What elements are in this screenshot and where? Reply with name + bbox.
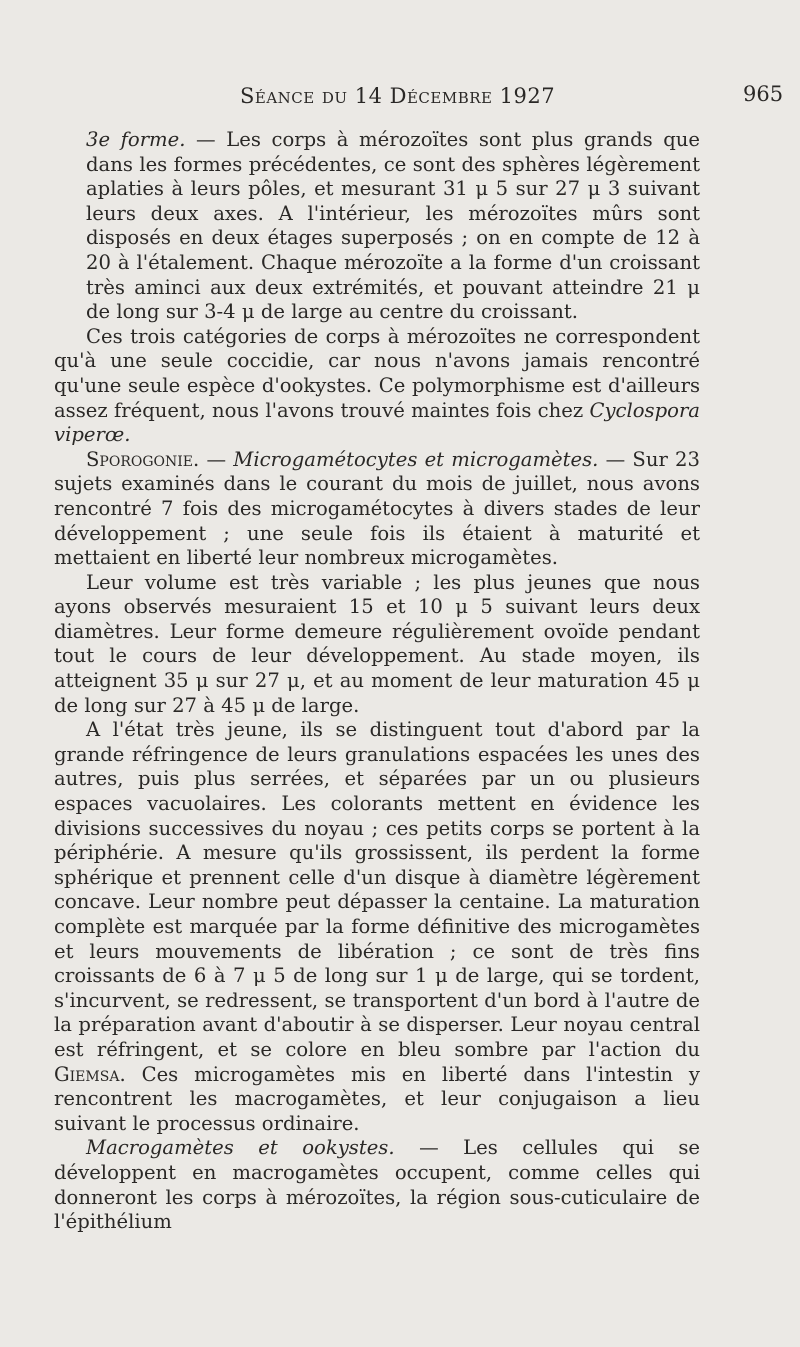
paragraph-text: — Sur 23 sujets examinés dans le courant du mois de juillet, nous avons rencontré 7 fois des microgamétocytes à divers stades de leur développement ; une seule fois ils étaient à maturité et mettaient en liberté leur nombreux microgamètes.: [54, 447, 700, 570]
heading-dash: —: [199, 447, 234, 471]
paragraph-3e-forme: [54, 128, 700, 325]
section-lead: 3e forme.: [86, 128, 186, 151]
paragraph-text: — Les cellules qui se développent en macrogamètes occupent, comme celles qui donneront les corps à mérozoïtes, la région sous-cuticulaire de l'épithélium: [54, 1136, 700, 1234]
paragraph-text: Leur volume est très variable ; les plus jeunes que nous ayons observés mesuraient 15 et 10 μ 5 suivant leurs deux diamètres. Leur forme demeure régulièrement ovoïde pendant tout le cours de leur développement. Au stade moyen, ils atteignent 35 μ sur 27 μ, et au moment de leur maturation 45 μ de long sur 27 à 45 μ de large.: [54, 570, 700, 717]
paragraph-text: — Les corps à mérozoïtes sont plus grands que dans les formes précédentes, ce sont des sphères légèrement aplaties à leurs pôles, et mesurant 31 μ 5 sur 27 μ 3 suivant leurs deux axes. A l'intérieur, les mérozoïtes mûrs sont disposés en deux étages superposés ; on en compte de 12 à 20 à l'étalement. Chaque mérozoïte a la forme d'un croissant très aminci aux deux extrémités, et pouvant atteindre 21 μ de long sur 3-4 μ de large au centre du croissant.: [86, 128, 701, 324]
section-heading: Sporogonie.: [86, 447, 200, 471]
running-title: Séance du 14 Décembre 1927: [240, 84, 556, 108]
paragraph-text: A l'état très jeune, ils se distinguent tout d'abord par la grande réfringence de leurs granulations espacées les unes des autres, puis plus serrées, et séparées par un ou plusieurs espaces vacuolaires. Les colorants mettent en évidence les divisions successives du noyau ; ces petits corps se portent à la périphérie. A mesure qu'ils grossissent, ils perdent la forme sphérique et prennent celle d'un disque à diamètre légèrement concave. Leur nombre peut dépasser la centaine. La maturation complète est marquée par la forme définitive des microgamètes et leurs mouvements de libération ; ce sont de très fins croissants de 6 à 7 μ 5 de long sur 1 μ de large, qui se tordent, s'incurvent, se redressent, se transportent d'un bord à l'autre de la préparation avant d'aboutir à se disperser. Leur noyau central est réfringent, et se colore en bleu sombre par l'action du: [54, 718, 700, 1061]
paragraph-volume: [54, 571, 700, 719]
paragraph-macrogametes: [54, 1136, 700, 1234]
body-text: [54, 128, 700, 1235]
author-name: Giemsa: [54, 1062, 120, 1086]
page-header: [0, 78, 800, 118]
paragraph-sporogonie: [54, 448, 700, 571]
subsection-heading: Microgamétocytes et microgamètes.: [233, 447, 599, 471]
paragraph-text: . Ces microgamètes mis en liberté dans l'intestin y rencontrent les macrogamètes, et leur conjugaison a lieu suivant le processus ordinaire.: [54, 1062, 700, 1135]
species-name: Cyclospora viperœ.: [54, 398, 700, 447]
paragraph-polymorphisme: [54, 325, 700, 448]
paragraph-etat-jeune: [54, 718, 700, 1136]
page-number: 965: [743, 82, 784, 106]
paragraph-text: Ces trois catégories de corps à mérozoïtes ne correspondent qu'à une seule coccidie, car nous n'avons jamais rencontré qu'une seule espèce d'ookystes. Ce polymorphisme est d'ailleurs assez fréquent, nous l'avons trouvé maintes fois chez: [54, 324, 700, 422]
subsection-heading: Macrogamètes et ookystes.: [86, 1136, 395, 1160]
